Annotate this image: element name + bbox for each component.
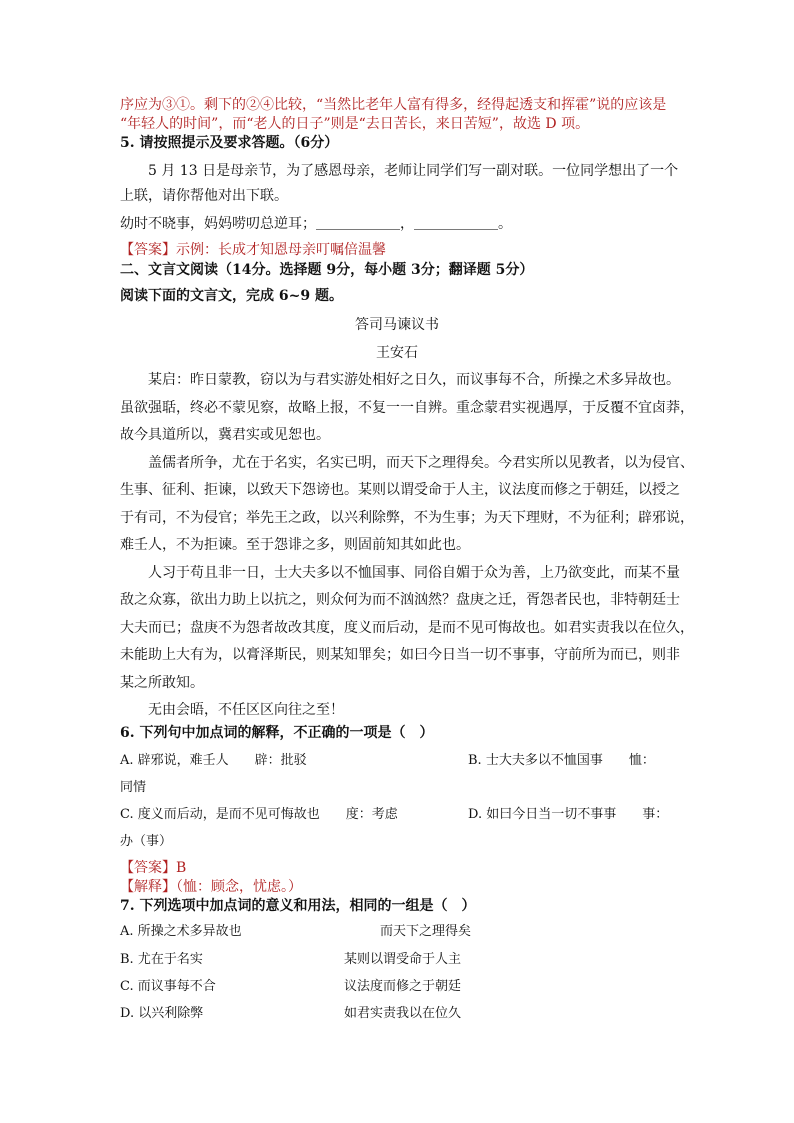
q5-paragraph-1: 5 月 13 日是母亲节，为了感恩母亲，老师让同学们写一副对联。一位同学想出了一个 (148, 163, 679, 179)
answer-text: 示例：长成才知恩母亲叮嘱倍温馨 (176, 242, 386, 258)
q6-title: 6. 下列句中加点词的解释，不正确的一项是（ ） (120, 725, 434, 741)
q5-paragraph-2: 上联，请你帮他对出下联。 (120, 188, 288, 204)
passage-line: 敌之众寡，欲出力助上以抗之，则众何为而不汹汹然？盘庚之迁，胥怨者民也，非特朝廷士 (120, 592, 680, 608)
q6-option-b-cont: 同情 (120, 780, 147, 795)
explanation-text: （恤：顾念，忧虑。） (176, 879, 302, 895)
passage-line: 生事、征利、拒谏，以致天下怨谤也。某则以谓受命于人主，议法度而修之于朝廷，以授之 (120, 482, 680, 498)
section-2-title: 二、文言文阅读（14分。选择题 9分，每小题 3分；翻译题 5分） (120, 262, 534, 278)
passage-line: 故今具道所以，冀君实或见恕也。 (120, 427, 330, 443)
answer-tag: 【答案】 (120, 860, 176, 876)
answer-text: B (176, 860, 187, 876)
passage-line: 难壬人，不为拒谏。至于怨诽之多，则固前知其如此也。 (120, 537, 470, 553)
passage-line: 某启：昨日蒙教，窃以为与君实游处相好之日久，而议事每不合，所操之术多异故也。 (148, 372, 680, 388)
prev-answer-line-2: “年轻人的时间”，而“老人的日子”则是“去日苦长，来日苦短”，故选 D 项。 (120, 116, 590, 132)
q5-title: 5. 请按照提示及要求答题。（6分） (120, 135, 339, 151)
q7-option-left: C. 而议事每不合 (120, 979, 216, 994)
passage-line: 未能助上大有为，以膏泽斯民，则某知罪矣；如曰今日当一切不事事，守前所为而已，则非 (120, 647, 680, 663)
prev-answer-line-1: 序应为③①。剩下的②④比较，“当然比老年人富有得多，经得起透支和挥霍”说的应该是 (120, 97, 667, 113)
q6-explanation (120, 877, 302, 897)
passage-line: 盖儒者所争，尤在于名实，名实已明，而天下之理得矣。今君实所以见教者，以为侵官、 (148, 455, 694, 471)
text-title: 答司马谏议书 (355, 317, 439, 333)
q7-option-left: D. 以兴利除弊 (120, 1006, 204, 1021)
q6-option-c: C. 度义而后动，是而不见可悔故也 度：考虑 (120, 807, 398, 822)
q6-option-d: D. 如曰今日当一切不事事 事： (468, 807, 669, 822)
section-2-instruction: 阅读下面的文言文，完成 6~9 题。 (120, 288, 343, 304)
passage-line: 大夫而已；盘庚不为怨者故改其度，度义而后动，是而不见可悔故也。如君实责我以在位久， (120, 620, 694, 636)
passage-line: 某之所敢知。 (120, 675, 204, 691)
text-author: 王安石 (376, 345, 418, 361)
q5-answer (120, 240, 386, 260)
q7-option-right: 如君实责我以在位久 (344, 1006, 462, 1021)
q5-paragraph-3: 幼时不晓事，妈妈唠叨总逆耳；＿＿＿＿＿＿，＿＿＿＿＿＿。 (120, 216, 512, 232)
q6-option-a: A. 辟邪说，难壬人 辟：批驳 (120, 753, 307, 768)
passage-line: 无由会晤，不任区区向往之至！ (148, 702, 344, 718)
q6-option-b: B. 士大夫多以不恤国事 恤： (468, 753, 655, 768)
answer-tag: 【答案】 (120, 242, 176, 258)
q6-answer (120, 858, 186, 878)
q7-option-left: B. 尤在于名实 (120, 952, 203, 967)
q7-title: 7. 下列选项中加点词的意义和用法，相同的一组是（ ） (120, 898, 476, 914)
q7-option-left: A. 所操之术多异故也 (120, 924, 242, 939)
q7-option-right: 而天下之理得矣 (380, 924, 472, 939)
q7-option-right: 某则以谓受命于人主 (344, 952, 462, 967)
q6-option-d-cont: 办（事） (120, 834, 173, 849)
explanation-tag: 【解释】 (120, 879, 176, 895)
passage-line: 人习于苟且非一日，士大夫多以不恤国事、同俗自媚于众为善，上乃欲变此，而某不量 (148, 565, 680, 581)
passage-line: 虽欲强聒，终必不蒙见察，故略上报，不复一一自辨。重念蒙君实视遇厚，于反覆不宜卤莽， (120, 400, 694, 416)
passage-line: 于有司，不为侵官；举先王之政，以兴利除弊，不为生事；为天下理财，不为征利；辟邪说， (120, 510, 694, 526)
q7-option-right: 议法度而修之于朝廷 (344, 979, 462, 994)
